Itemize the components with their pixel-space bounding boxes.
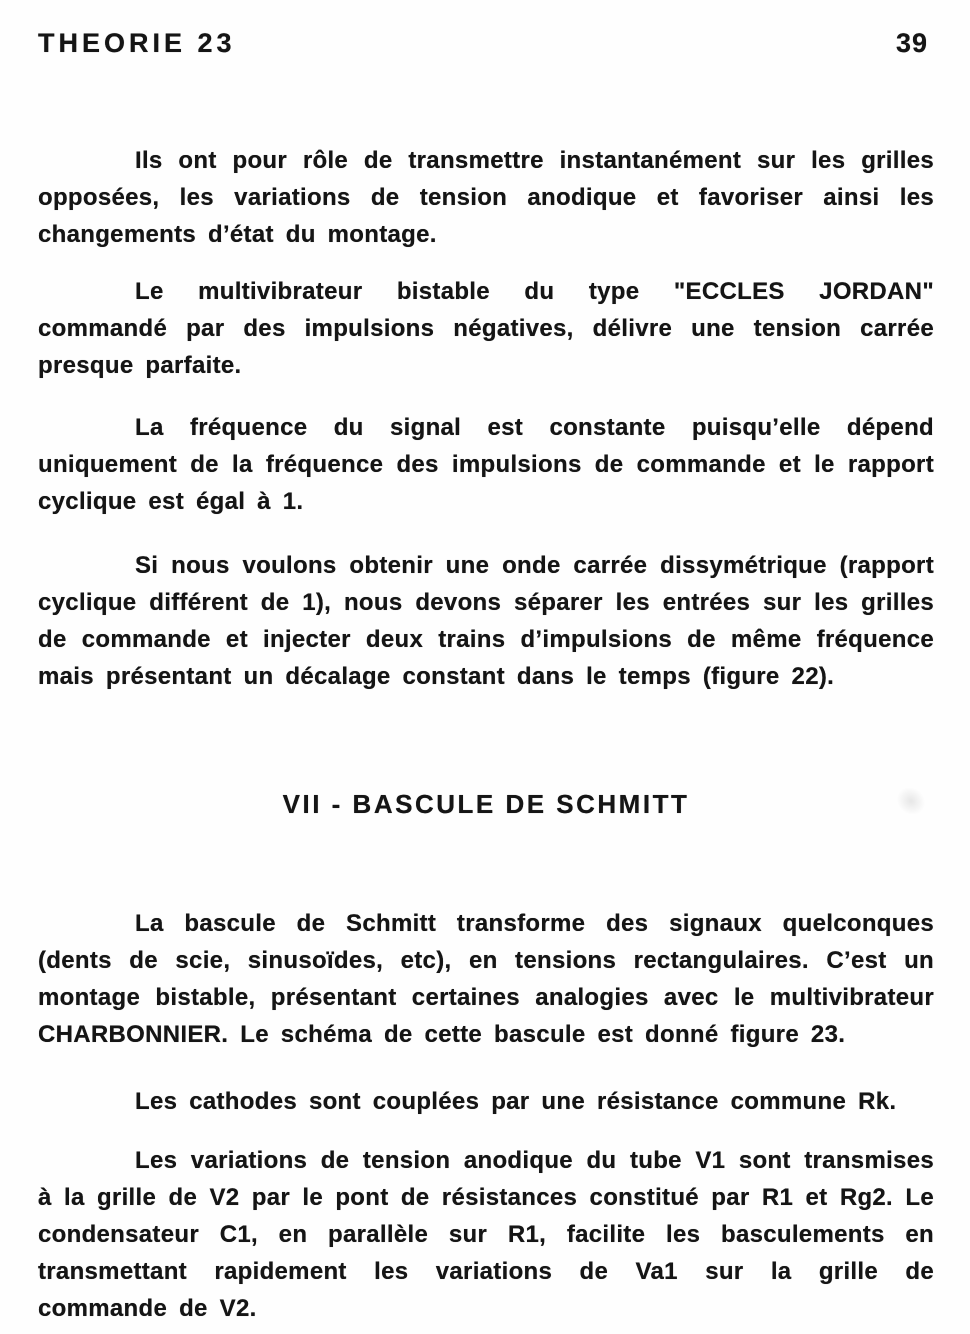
page-header [0, 0, 970, 58]
paragraph-cathodes-couplees: Les cathodes sont couplées par une résistance commune Rk. [135, 1088, 897, 1115]
paragraph-role-transmettre: Ils ont pour rôle de transmettre instantanément sur les grilles opposées, les variations de tension anodique et favoriser ainsi les changements d’état du montage. [38, 147, 934, 248]
page-body [0, 142, 970, 1327]
section-heading-bascule-de-schmitt: VII - BASCULE DE SCHMITT [282, 789, 690, 819]
paragraph-frequence-signal: La fréquence du signal est constante puisqu’elle dépend uniquement de la fréquence des impulsions de commande et le rapport cyclique est égal à 1. [38, 414, 934, 515]
paragraph-bascule-transforme: La bascule de Schmitt transforme des signaux quelconques (dents de scie, sinusoïdes, etc), en tensions rectangulaires. C’est un montage bistable, présentant certaines analogies avec le multivibrateur CHARBONNIER. Le schéma de cette bascule est donné figure 23. [38, 910, 934, 1048]
paragraph-eccles-jordan: Le multivibrateur bistable du type "ECCLES JORDAN" commandé par des impulsions négatives, délivre une tension carrée presque parfaite. [38, 278, 934, 379]
paragraph-variations-tension: Les variations de tension anodique du tube V1 sont transmises à la grille de V2 par le pont de résistances constitué par R1 et Rg2. Le condensateur C1, en parallèle sur R1, facilite les basculements en transmettant rapidement les variations de Va1 sur la grille de commande de V2. [38, 1147, 934, 1322]
page-number: 39 [895, 28, 928, 58]
paragraph-onde-dissymetrique: Si nous voulons obtenir une onde carrée dissymétrique (rapport cyclique différent de 1), nous devons séparer les entrées sur les grilles de commande et injecter deux trains d’impulsions de même fréquence mais présentant un décalage constant dans le temps (figure 22). [38, 552, 934, 690]
running-title: THEORIE 23 [38, 28, 236, 58]
